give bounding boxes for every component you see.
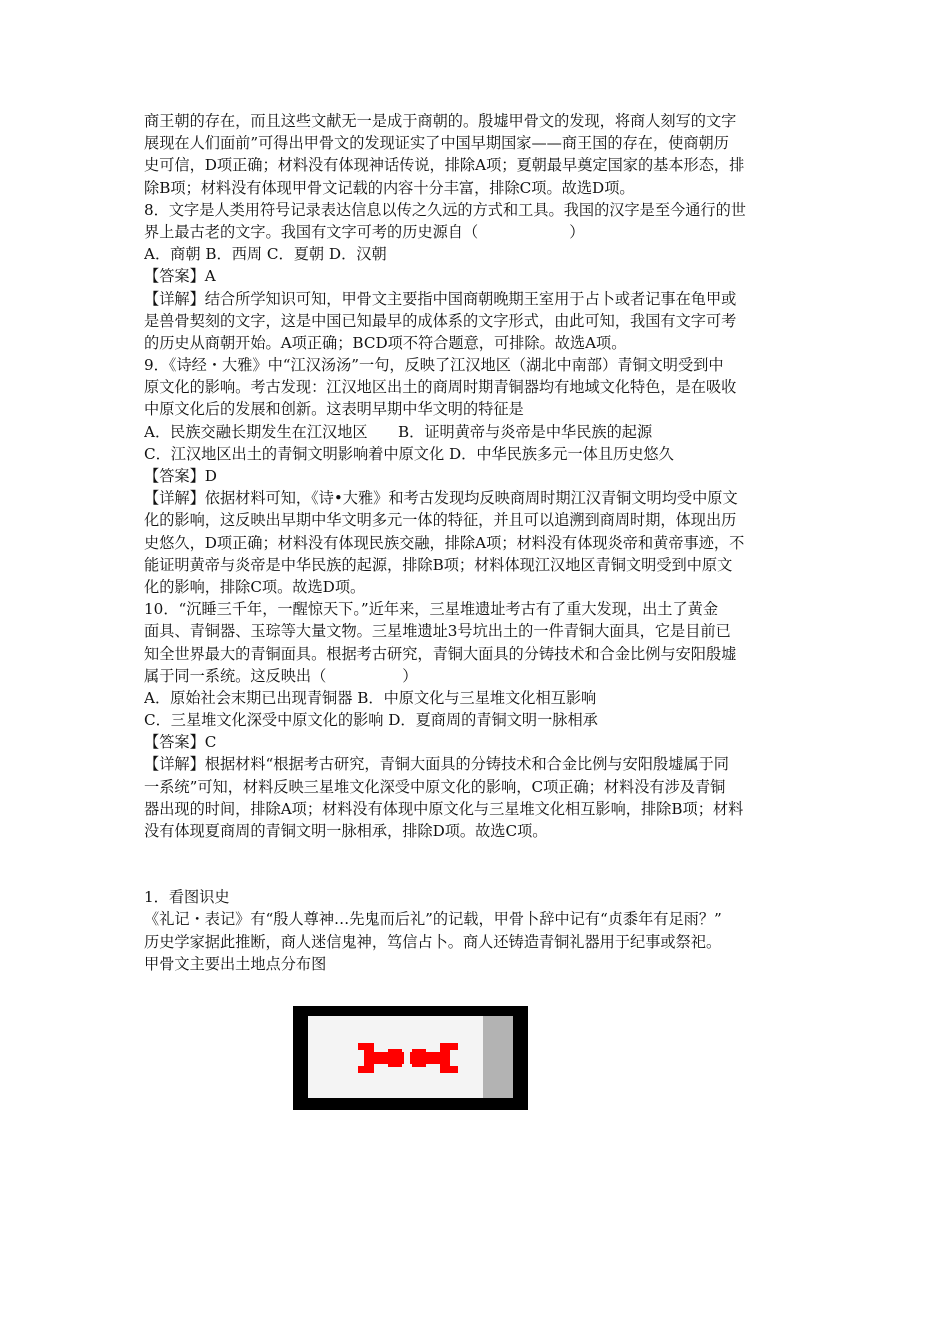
question-9-explanation: 【详解】依据材料可知，《诗•大雅》和考古发现均反映商周时期江汉青铜文明均受中原文 xyxy=(144,489,738,508)
text-line: 商王朝的存在，而且这些文献无一是成于商朝的。殷墟甲骨文的发现，将商人刻写的文字 xyxy=(144,112,737,130)
text-line: 史可信，D项正确；材料没有体现神话传说，排除A项；夏朝最早奠定国家的基本形态，排 xyxy=(144,156,745,175)
question-9-explanation: 化的影响，这反映出早期中华文明多元一体的特征，并且可以追溯到商周时期，体现出历 xyxy=(144,511,737,530)
question-8-stem: 界上最古老的文字。我国有文字可考的历史源自（ ） xyxy=(144,222,585,241)
section-heading: 1．看图识史 xyxy=(144,888,230,907)
question-8-stem: 8．文字是人类用符号记录表达信息以传之久远的方式和工具。我国的汉字是至今通行的世 xyxy=(144,200,746,219)
question-10-explanation: 没有体现夏商周的青铜文明一脉相承，排除D项。故选C项。 xyxy=(144,822,548,840)
broken-image-icon-shape xyxy=(358,1043,458,1073)
question-8-explanation: 是兽骨契刻的文字，这是中国已知最早的成体系的文字形式，由此可知，我国有文字可考 xyxy=(144,311,737,330)
question-8-answer: 【答案】A xyxy=(144,267,216,286)
question-10-explanation: 一系统”可知，材料反映三星堆文化深受中原文化的影响，C项正确；材料没有涉及青铜 xyxy=(144,777,726,796)
question-9-stem: 9．《诗经・大雅》中“江汉汤汤”一句，反映了江汉地区（湖北中南部）青铜文明受到中 xyxy=(144,356,724,375)
question-10-answer: 【答案】C xyxy=(144,733,217,752)
question-10-stem: 面具、青铜器、玉琮等大量文物。三星堆遗址3号坑出土的一件青铜大面具，它是目前已 xyxy=(144,622,731,641)
text-line: 除B项；材料没有体现甲骨文记载的内容十分丰富，排除C项。故选D项。 xyxy=(144,178,635,197)
question-9-stem: 中原文化后的发展和创新。这表明早期中华文明的特征是 xyxy=(144,400,524,419)
section-text: 《礼记・表记》有“殷人尊神…先鬼而后礼”的记载，甲骨卜辞中记有“贞黍年有足雨？” xyxy=(144,910,722,929)
question-10-stem: 10．“沉睡三千年，一醒惊天下。”近年来，三星堆遗址考古有了重大发现，出土了黄金 xyxy=(144,600,719,619)
question-8-options: A．商朝 B．西周 C．夏朝 D．汉朝 xyxy=(144,245,387,264)
question-9-explanation: 史悠久，D项正确；材料没有体现民族交融，排除A项；材料没有体现炎帝和黄帝事迹，不 xyxy=(144,533,745,552)
question-8-explanation: 的历史从商朝开始。A项正确；BCD项不符合题意，可排除。故选A项。 xyxy=(144,333,627,352)
question-9-explanation: 能证明黄帝与炎帝是中华民族的起源，排除B项；材料体现江汉地区青铜文明受到中原文 xyxy=(144,555,733,574)
image-frame-bottom xyxy=(308,1098,528,1110)
text-line: 展现在人们面前”可得出甲骨文的发现证实了中国早期国家——商王国的存在，使商朝历 xyxy=(144,134,729,153)
question-10-explanation: 器出现的时间，排除A项；材料没有体现中原文化与三星堆文化相互影响，排除B项；材料 xyxy=(144,799,744,818)
question-9-options: C．江汉地区出土的青铜文明影响着中原文化 D．中华民族多元一体且历史悠久 xyxy=(144,444,674,463)
question-10-explanation: 【详解】根据材料“根据考古研究，青铜大面具的分铸技术和合金比例与安阳殷墟属于同 xyxy=(144,755,729,774)
question-9-stem: 原文化的影响。考古发现：江汉地区出土的商周时期青铜器均有地域文化特色，是在吸收 xyxy=(144,378,737,397)
figure-caption: 甲骨文主要出土地点分布图 xyxy=(144,954,327,973)
question-10-stem: 知全世界最大的青铜面具。根据考古研究，青铜大面具的分铸技术和合金比例与安阳殷墟 xyxy=(144,644,737,663)
map-image-placeholder xyxy=(293,1006,528,1110)
question-10-options: C．三星堆文化深受中原文化的影响 D．夏商周的青铜文明一脉相承 xyxy=(144,711,598,730)
question-9-explanation: 化的影响，排除C项。故选D项。 xyxy=(144,577,366,596)
document-body xyxy=(144,110,816,975)
question-9-answer: 【答案】D xyxy=(144,467,217,485)
question-10-stem: 属于同一系统。这反映出（ ） xyxy=(144,666,418,685)
question-8-explanation: 【详解】结合所学知识可知，甲骨文主要指中国商朝晚期王室用于占卜或者记事在龟甲或 xyxy=(144,289,737,308)
section-spacer xyxy=(144,842,816,886)
question-9-options: A．民族交融长期发生在江汉地区 B．证明黄帝与炎帝是中华民族的起源 xyxy=(144,422,653,441)
image-frame-shade xyxy=(483,1016,513,1098)
question-10-options: A．原始社会末期已出现青铜器 B．中原文化与三星堆文化相互影响 xyxy=(144,688,597,707)
broken-image-icon xyxy=(358,1039,458,1077)
section-text: 历史学家据此推断，商人迷信鬼神，笃信占卜。商人还铸造青铜礼器用于纪事或祭祀。 xyxy=(144,932,722,951)
